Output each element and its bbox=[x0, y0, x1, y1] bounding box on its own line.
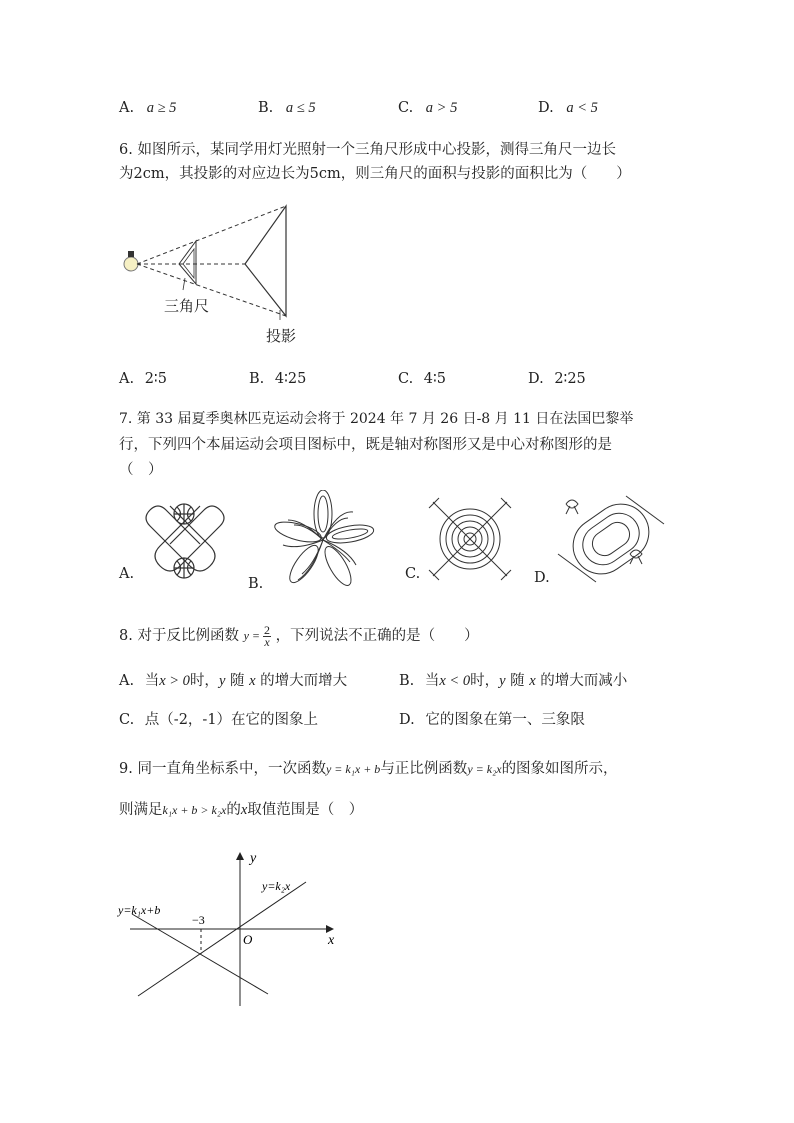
q9-stem-line1 bbox=[119, 757, 618, 778]
q7-icon-c-archery bbox=[425, 494, 515, 584]
line1-label: y=k₁x+b bbox=[118, 903, 161, 917]
q9-text: 9. 同一直角坐标系中，一次函数 bbox=[119, 761, 326, 777]
option-label: C. bbox=[119, 712, 135, 728]
q7-option-c-label: C. bbox=[405, 566, 421, 582]
q8-function bbox=[243, 622, 271, 649]
q7-option-b-label: B. bbox=[248, 576, 264, 592]
q9-text: 取值范围是（ ） bbox=[247, 802, 364, 818]
q9-coordinate-graph bbox=[110, 848, 350, 1013]
q9-text: 与正比例函数 bbox=[380, 761, 468, 777]
q6-option-a bbox=[119, 371, 167, 387]
q9-formula: y = k₂x bbox=[467, 762, 502, 776]
option-label: C. bbox=[398, 371, 414, 387]
option-label: D. bbox=[538, 100, 554, 116]
option-label: B. bbox=[399, 673, 415, 689]
q8-option-a bbox=[119, 669, 347, 690]
q5-option-b bbox=[258, 100, 316, 117]
option-text: 当 bbox=[424, 673, 440, 689]
option-math: a ≥ 5 bbox=[146, 100, 177, 116]
q7-stem-line2: 行，下列四个本届运动会项目图标中，既是轴对称图形又是中心对称图形的是 bbox=[119, 437, 612, 453]
option-math: a ≤ 5 bbox=[285, 100, 316, 116]
option-text: 点（-2，-1）在它的图象上 bbox=[144, 712, 319, 728]
q7-stem-line1: 7. 第 33 届夏季奥林匹克运动会将于 2024 年 7 月 26 日-8 月 11 日在法国巴黎举 bbox=[119, 411, 634, 427]
q8-stem bbox=[119, 624, 479, 648]
q8-prefix: 8. 对于反比例函数 bbox=[119, 628, 239, 644]
option-label: A. bbox=[119, 673, 135, 689]
option-math: x bbox=[249, 673, 256, 689]
x-axis-label: x bbox=[328, 933, 335, 948]
q8-fraction bbox=[263, 622, 271, 649]
lamp-bulb bbox=[124, 257, 138, 271]
line-k2x bbox=[138, 882, 306, 996]
q7-icon-d-track bbox=[556, 494, 666, 584]
option-label: B. bbox=[258, 100, 274, 116]
q9-text: 的图象如图所示， bbox=[501, 761, 618, 777]
option-math: x < 0 bbox=[439, 673, 471, 689]
tick-label-minus3: −3 bbox=[192, 913, 205, 927]
option-text: 4∶25 bbox=[274, 371, 307, 387]
option-text: 随 bbox=[505, 673, 530, 689]
option-text: 2∶25 bbox=[554, 371, 586, 387]
option-text: 时， bbox=[470, 673, 500, 689]
q9-formula: y = k₁x + b bbox=[325, 762, 381, 776]
option-label: A. bbox=[119, 371, 135, 387]
q6-stem-line1: 6. 如图所示，某同学用灯光照射一个三角尺形成中心投影，测得三角尺一边长 bbox=[119, 142, 616, 158]
ruler-label: 三角尺 bbox=[164, 297, 210, 315]
option-text: 的增大而减小 bbox=[535, 673, 628, 689]
q5-option-c bbox=[398, 100, 457, 117]
option-text: 当 bbox=[144, 673, 160, 689]
option-text: 2∶5 bbox=[144, 371, 167, 387]
line2-label: y=k₂x bbox=[262, 879, 291, 893]
option-math: y bbox=[218, 673, 226, 689]
option-math: a > 5 bbox=[425, 100, 458, 116]
q9-formula: k₁x + b > k₂x bbox=[162, 803, 227, 817]
q6-option-b bbox=[249, 371, 306, 387]
q7-icon-b-flower bbox=[268, 490, 378, 590]
y-axis-label: y bbox=[250, 851, 257, 866]
option-text: 时， bbox=[189, 673, 219, 689]
q8-func-num: 2 bbox=[264, 622, 270, 637]
option-label: A. bbox=[119, 100, 135, 116]
option-math: x bbox=[529, 673, 536, 689]
q7-stem-line3: （ ） bbox=[119, 462, 163, 478]
q7-option-a-label: A. bbox=[119, 566, 135, 582]
option-math: a < 5 bbox=[566, 100, 598, 116]
option-text: 随 bbox=[225, 673, 250, 689]
q8-option-b bbox=[399, 669, 627, 690]
option-text: 的增大而增大 bbox=[255, 673, 348, 689]
lamp-cap bbox=[128, 251, 134, 257]
q9-text: 的 bbox=[226, 802, 241, 818]
q9-text: 则满足 bbox=[119, 802, 163, 818]
q5-option-a bbox=[119, 100, 176, 117]
q8-func-lhs: y = bbox=[243, 627, 260, 642]
shadow-label: 投影 bbox=[266, 327, 297, 345]
option-text: 它的图象在第一、三象限 bbox=[425, 712, 585, 728]
q6-option-d bbox=[528, 371, 586, 387]
option-label: D. bbox=[528, 371, 544, 387]
option-math: x > 0 bbox=[159, 673, 190, 689]
q8-option-c bbox=[119, 708, 318, 729]
q6-option-c bbox=[398, 371, 446, 387]
q8-option-d bbox=[399, 708, 585, 729]
q9-formula: x bbox=[240, 802, 248, 818]
option-math: y bbox=[499, 673, 506, 689]
option-label: B. bbox=[249, 371, 265, 387]
q7-option-d-label: D. bbox=[534, 570, 550, 586]
q6-stem-line2: 为2cm，其投影的对应边长为5cm，则三角尺的面积与投影的面积比为（ ） bbox=[119, 166, 631, 182]
q8-suffix: ，下列说法不正确的是（ ） bbox=[275, 628, 479, 644]
option-text: 4∶5 bbox=[423, 371, 447, 387]
option-label: D. bbox=[399, 712, 415, 728]
q9-stem-line2 bbox=[119, 798, 363, 819]
shadow-triangle bbox=[245, 206, 286, 316]
q7-icon-a-basketball bbox=[140, 496, 230, 582]
q8-func-den: x bbox=[264, 634, 270, 649]
q5-option-d bbox=[538, 100, 598, 117]
origin-label: O bbox=[243, 932, 253, 947]
option-label: C. bbox=[398, 100, 414, 116]
